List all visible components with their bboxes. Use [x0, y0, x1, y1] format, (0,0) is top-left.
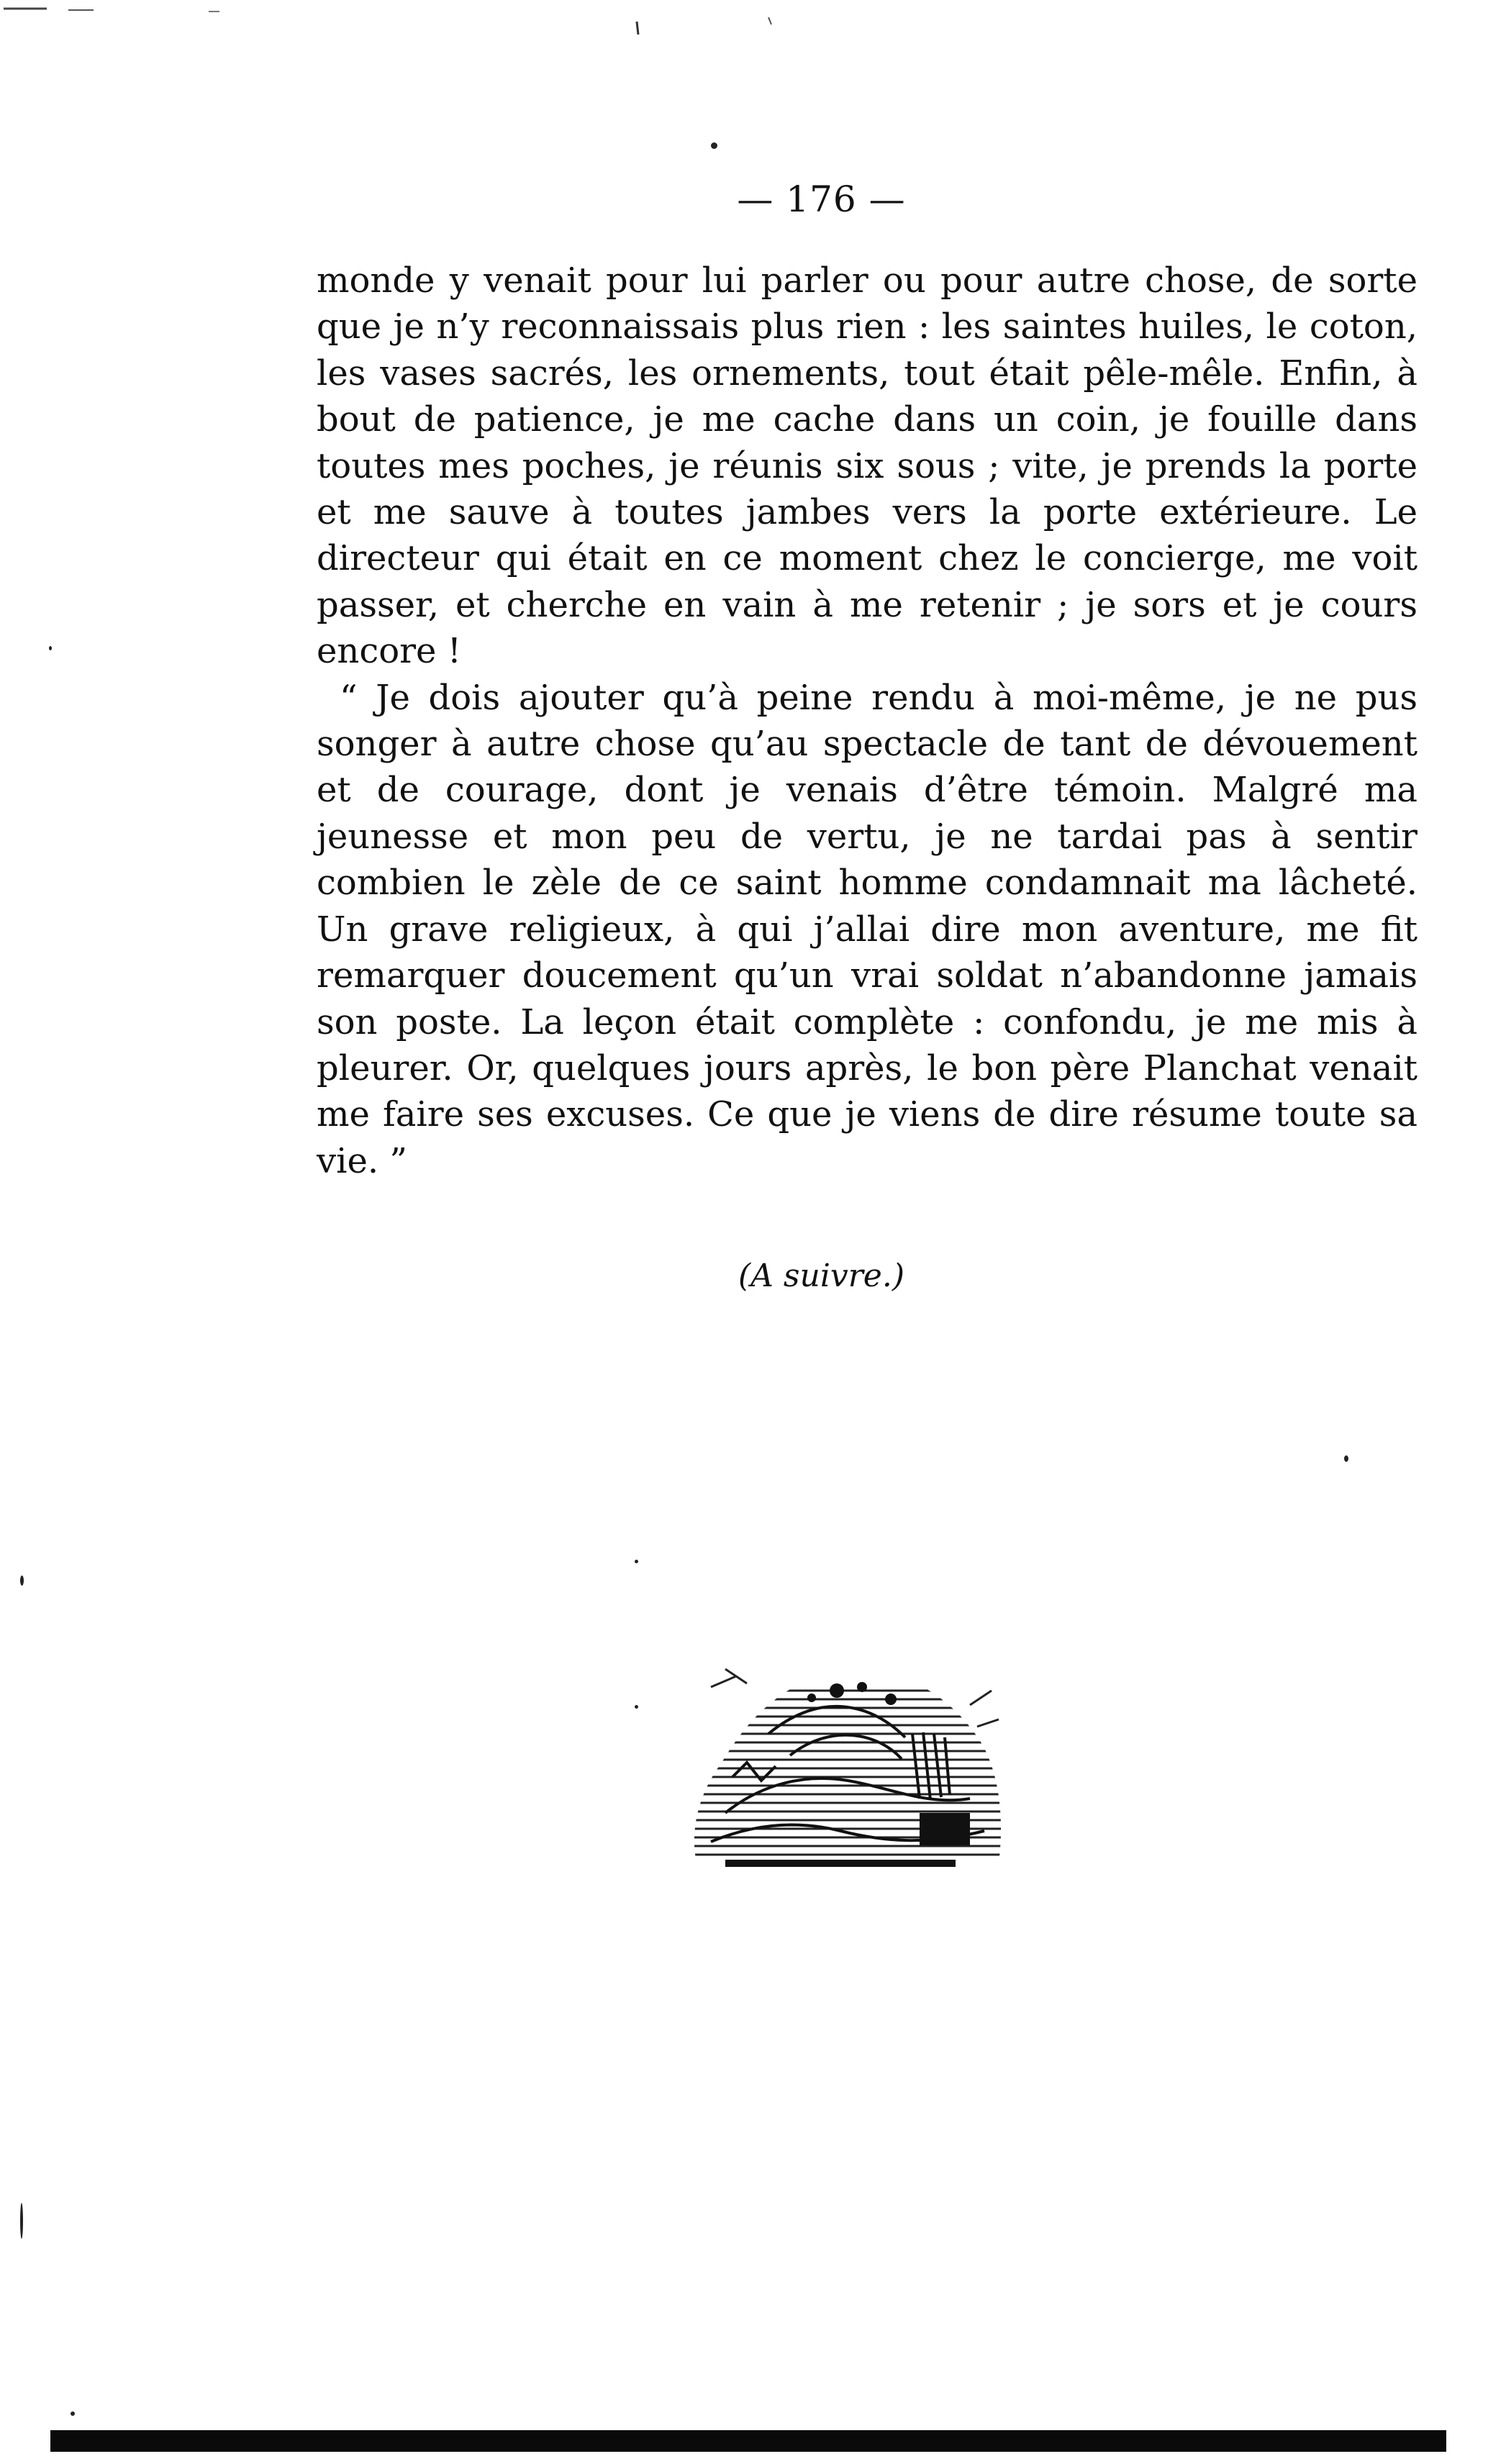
scan-speck — [20, 1576, 24, 1586]
to-be-continued-note: (A suivre.) — [738, 1258, 904, 1294]
scan-speck — [71, 2411, 75, 2416]
body-text — [317, 258, 1417, 1184]
paragraph: monde y venait pour lui parler ou pour autre chose, de sorte que je n’y reconnaissais plus rien : les saintes huiles, le coton, les vases sacrés, les ornements, tout était pêle-mêle. Enfin, à bout de patience, je me cache dans un coin, je fouille dans toutes mes poches, je réunis six sous ; vite, je prends la porte et me sauve à toutes jambes vers la porte extérieure. Le directeur qui était en ce moment chez le concierge, me voit passer, et cherche en vain à me retenir ; je sors et je cours encore ! — [317, 260, 1417, 672]
page-number: — 176 — — [737, 178, 906, 220]
bottom-rule — [50, 2430, 1446, 2452]
scan-speck — [635, 1705, 638, 1709]
scan-speck — [1344, 1455, 1348, 1462]
scan-speck — [49, 646, 52, 650]
scan-speck — [711, 142, 717, 149]
scan-speck — [635, 1560, 638, 1563]
scan-edge-marks — [0, 0, 935, 43]
decorative-vignette-engraving — [682, 1647, 1010, 1885]
paragraph: “ Je dois ajouter qu’à peine rendu à moi-même, je ne pus songer à autre chose qu’au spectacle de tant de dévouement et de courage, dont je venais d’être témoin. Malgré ma jeunesse et mon peu de vertu, je ne tardai pas à sentir combien le zèle de ce saint homme condamnait ma lâcheté. Un grave religieux, à qui j’allai dire mon aventure, me fit remarquer doucement qu’un vrai soldat n’abandonne jamais son poste. La leçon était complète : confondu, je me mis à pleurer. Or, quelques jours après, le bon père Planchat venait me faire ses excuses. Ce que je viens de dire résume toute sa vie. ” — [317, 677, 1417, 1181]
scan-speck — [20, 2203, 23, 2239]
